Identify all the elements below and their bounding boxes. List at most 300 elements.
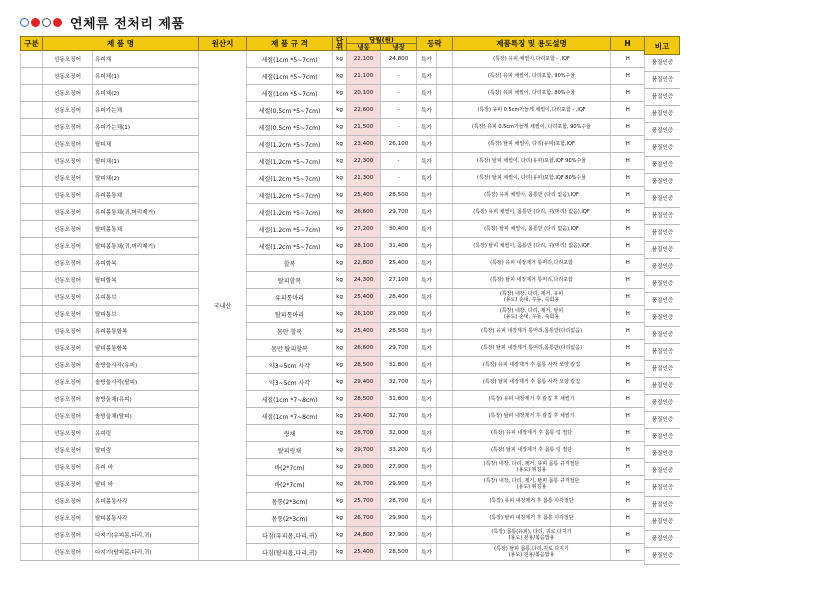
- cell-unit: kg: [333, 51, 347, 68]
- cell-unit: kg: [333, 221, 347, 238]
- cell-spec: 탈피통마리: [247, 306, 333, 323]
- cell-grade-extra: [437, 510, 453, 527]
- table-row: [21, 68, 645, 85]
- cell-category: 선동오징어: [43, 153, 93, 170]
- cell-category: 선동오징어: [43, 85, 93, 102]
- cell-description: (특장) 유피 0.5cm가늘게 채썰이, 다리포함, 90%수율: [453, 119, 611, 136]
- cell-grade: 특가: [417, 85, 437, 102]
- cell-grade-extra: [437, 119, 453, 136]
- cell-frozen-price: 28,500: [347, 357, 381, 374]
- table-row: [21, 102, 645, 119]
- cell-category: 선동오징어: [43, 272, 93, 289]
- cell-category: 선동오징어: [43, 255, 93, 272]
- header-price: 당월(원): [347, 37, 417, 44]
- cell-h: H: [611, 187, 645, 204]
- cell-frozen-price: 26,100: [347, 306, 381, 323]
- cell-product-name: 탈피 바: [93, 476, 199, 493]
- table-row: [21, 357, 645, 374]
- cell-spec: 몸만 탈피할복: [247, 340, 333, 357]
- cell-chilled-price: 29,700: [381, 204, 417, 221]
- cell-chilled-price: 28,500: [381, 323, 417, 340]
- cell-unit: kg: [333, 357, 347, 374]
- table-row: [21, 527, 645, 544]
- cell-h: H: [611, 323, 645, 340]
- cell-frozen-price: 25,400: [347, 544, 381, 561]
- cell-grade: 특가: [417, 340, 437, 357]
- table-row: [21, 442, 645, 459]
- cell-category: 선동오징어: [43, 374, 93, 391]
- cell-grade-extra: [437, 323, 453, 340]
- cell-note: 품질인증: [644, 276, 680, 293]
- cell-note: 품질인증: [644, 225, 680, 242]
- cell-chilled-price: 32,000: [381, 425, 417, 442]
- cell-spec: 세절(1cm *7~8cm): [247, 391, 333, 408]
- cell-product-name: 유피할복: [93, 255, 199, 272]
- cell-product-name: 탈피몸통할복: [93, 340, 199, 357]
- cell-description: (특장) 몸통(유피), 다리, 귀로 다지기 (용도) 전용/볶음밥용: [453, 527, 611, 544]
- cell-spec: 세절(1.2cm *5~7cm): [247, 153, 333, 170]
- cell-grade-extra: [437, 68, 453, 85]
- cell-grade-extra: [437, 527, 453, 544]
- table-row: [21, 221, 645, 238]
- cell-category: 선동오징어: [43, 289, 93, 306]
- cell-description: (특장) 유피 0.5cm가늘게 채썰이,다리포함 - ,IQF: [453, 102, 611, 119]
- cell-frozen-price: 23,400: [347, 136, 381, 153]
- cell-category: 선동오징어: [43, 391, 93, 408]
- cell-grade-extra: [437, 255, 453, 272]
- cell-unit: kg: [333, 408, 347, 425]
- cell-grade-extra: [437, 374, 453, 391]
- header-gubun: 구분: [21, 37, 43, 51]
- cell-frozen-price: 25,400: [347, 289, 381, 306]
- cell-chilled-price: 28,500: [381, 187, 417, 204]
- cell-product-name: 유피몸통사각: [93, 493, 199, 510]
- cell-frozen-price: 21,100: [347, 68, 381, 85]
- cell-note: 품질인증: [644, 191, 680, 208]
- cell-unit: kg: [333, 374, 347, 391]
- cell-unit: kg: [333, 340, 347, 357]
- cell-spec: 탈피할복: [247, 272, 333, 289]
- cell-description: (특장) 내장, 다리, 제거, 유피 (용도) 순대, 우동, 숙회용: [453, 289, 611, 306]
- cell-grade: 특가: [417, 544, 437, 561]
- cell-grade: 특가: [417, 510, 437, 527]
- cell-spec: 세절(1cm *7~8cm): [247, 408, 333, 425]
- table-body: [21, 51, 645, 561]
- cell-description: (특장) 유피 채썰이, 몸통만 (다리 없음),IQF: [453, 187, 611, 204]
- table-row: [21, 340, 645, 357]
- cell-spec: 할복: [247, 255, 333, 272]
- row-gubun-cell: [21, 510, 43, 527]
- cell-unit: kg: [333, 527, 347, 544]
- table-row: [21, 119, 645, 136]
- cell-grade: 특가: [417, 391, 437, 408]
- cell-product-name: 유피가는채: [93, 102, 199, 119]
- cell-spec: 세절(1.2cm *5~7cm): [247, 221, 333, 238]
- cell-grade-extra: [437, 51, 453, 68]
- cell-category: 선동오징어: [43, 544, 93, 561]
- cell-frozen-price: 29,000: [347, 459, 381, 476]
- cell-category: 선동오징어: [43, 459, 93, 476]
- cell-grade-extra: [437, 187, 453, 204]
- cell-chilled-price: 28,400: [381, 289, 417, 306]
- cell-note: 품질인증: [644, 378, 680, 395]
- cell-h: H: [611, 357, 645, 374]
- cell-note: 품질인증: [644, 514, 680, 531]
- header-spec: 제 품 규 격: [247, 37, 333, 51]
- cell-grade: 특가: [417, 459, 437, 476]
- cell-chilled-price: -: [381, 68, 417, 85]
- cell-grade: 특가: [417, 476, 437, 493]
- cell-description: (특장) 탈피 채썰이, 다리(유피)포함,IQF 80%수율: [453, 170, 611, 187]
- cell-spec: 약3~5cm 사각: [247, 374, 333, 391]
- row-gubun-cell: [21, 442, 43, 459]
- cell-frozen-price: 27,200: [347, 221, 381, 238]
- cell-description: (특장) 내장, 다리, 제거, 탈피 (용도) 순대, 우동, 숙회용: [453, 306, 611, 323]
- cell-h: H: [611, 476, 645, 493]
- cell-description: (특장) 내장, 다리, 제거, 유피 몸통 규격절단 (용도) 튀김용: [453, 459, 611, 476]
- cell-unit: kg: [333, 85, 347, 102]
- cell-chilled-price: 30,400: [381, 221, 417, 238]
- cell-note: 품질인증: [644, 242, 680, 259]
- cell-product-name: 유피가는채(1): [93, 119, 199, 136]
- circle-red-icon: [31, 18, 40, 27]
- circle-red-icon: [53, 18, 62, 27]
- cell-unit: kg: [333, 255, 347, 272]
- cell-product-name: 유피몸통채(귀,머리제거): [93, 204, 199, 221]
- cell-unit: kg: [333, 493, 347, 510]
- cell-spec: 세절(0.5cm *5~7cm): [247, 119, 333, 136]
- cell-grade: 특가: [417, 442, 437, 459]
- table-row: [21, 306, 645, 323]
- cell-h: H: [611, 238, 645, 255]
- cell-frozen-price: 22,800: [347, 255, 381, 272]
- cell-h: H: [611, 255, 645, 272]
- table-row: [21, 255, 645, 272]
- cell-spec: 몸통(2*3cm): [247, 493, 333, 510]
- cell-grade: 특가: [417, 306, 437, 323]
- cell-note: 품질인증: [644, 412, 680, 429]
- row-gubun-cell: [21, 323, 43, 340]
- cell-chilled-price: -: [381, 102, 417, 119]
- cell-description: (특장) 유피 내장제거 통머리,몸통만(다리없음): [453, 323, 611, 340]
- cell-category: 선동오징어: [43, 442, 93, 459]
- cell-unit: kg: [333, 272, 347, 289]
- row-gubun-cell: [21, 68, 43, 85]
- cell-chilled-price: 25,400: [381, 255, 417, 272]
- cell-product-name: 유피통브: [93, 289, 199, 306]
- cell-chilled-price: 31,800: [381, 391, 417, 408]
- cell-product-name: 탈피통브: [93, 306, 199, 323]
- table-row: [21, 187, 645, 204]
- cell-h: H: [611, 459, 645, 476]
- table-row: [21, 510, 645, 527]
- cell-grade: 특가: [417, 153, 437, 170]
- cell-h: H: [611, 136, 645, 153]
- cell-category: 선동오징어: [43, 68, 93, 85]
- cell-grade: 특가: [417, 493, 437, 510]
- cell-grade-extra: [437, 136, 453, 153]
- circle-outline-icon: [42, 18, 51, 27]
- cell-note: 품질인증: [644, 140, 680, 157]
- cell-product-name: 솔방울사각(탈피): [93, 374, 199, 391]
- cell-h: H: [611, 170, 645, 187]
- cell-grade: 특가: [417, 272, 437, 289]
- cell-product-name: 솔방울채(유피): [93, 391, 199, 408]
- cell-unit: kg: [333, 289, 347, 306]
- row-gubun-cell: [21, 170, 43, 187]
- cell-h: H: [611, 51, 645, 68]
- price-table: [20, 36, 645, 561]
- cell-frozen-price: 25,700: [347, 493, 381, 510]
- cell-chilled-price: 32,700: [381, 408, 417, 425]
- row-gubun-cell: [21, 187, 43, 204]
- cell-unit: kg: [333, 68, 347, 85]
- cell-frozen-price: 20,100: [347, 85, 381, 102]
- cell-category: 선동오징어: [43, 238, 93, 255]
- cell-chilled-price: 28,500: [381, 544, 417, 561]
- row-gubun-cell: [21, 85, 43, 102]
- cell-grade-extra: [437, 272, 453, 289]
- cell-note: 품질인증: [644, 157, 680, 174]
- cell-grade-extra: [437, 306, 453, 323]
- cell-note: 품질인증: [644, 259, 680, 276]
- cell-chilled-price: 33,200: [381, 442, 417, 459]
- table-row: [21, 51, 645, 68]
- row-gubun-cell: [21, 544, 43, 561]
- row-gubun-cell: [21, 425, 43, 442]
- table-row: [21, 289, 645, 306]
- title-bar: [20, 12, 185, 32]
- cell-h: H: [611, 527, 645, 544]
- cell-frozen-price: 28,100: [347, 238, 381, 255]
- cell-note: 품질인증: [644, 548, 680, 565]
- cell-note: 품질인증: [644, 446, 680, 463]
- cell-h: H: [611, 68, 645, 85]
- cell-category: 선동오징어: [43, 51, 93, 68]
- cell-category: 선동오징어: [43, 510, 93, 527]
- cell-unit: kg: [333, 238, 347, 255]
- cell-description: (특장) 내장, 다리, 제거, 탈피 몸통 규격절단 (용도) 튀김용: [453, 476, 611, 493]
- cell-product-name: 유피채(1): [93, 68, 199, 85]
- cell-description: (특장) 탈피 채썰이, 몸통만 (다리 없음),IQF: [453, 221, 611, 238]
- cell-grade: 특가: [417, 357, 437, 374]
- table-row: [21, 272, 645, 289]
- cell-description: (특장) 유피 채썰이,다리포함 - ,IQF: [453, 51, 611, 68]
- cell-product-name: 유피몸통채: [93, 187, 199, 204]
- cell-grade: 특가: [417, 119, 437, 136]
- cell-note: 품질인증: [644, 55, 680, 72]
- cell-spec: 세절(1cm *5~7cm): [247, 85, 333, 102]
- cell-chilled-price: -: [381, 85, 417, 102]
- cell-note: 품질인증: [644, 429, 680, 446]
- cell-spec: 바(2*7cm): [247, 476, 333, 493]
- cell-note: 품질인증: [644, 123, 680, 140]
- cell-h: H: [611, 153, 645, 170]
- table-row: [21, 136, 645, 153]
- cell-chilled-price: 29,900: [381, 476, 417, 493]
- cell-grade-extra: [437, 221, 453, 238]
- cell-chilled-price: 26,100: [381, 136, 417, 153]
- cell-grade-extra: [437, 153, 453, 170]
- cell-description: (특장) 탈피 채썰이, 다리(유피)포함,IQF 90%수율: [453, 153, 611, 170]
- cell-spec: 약3~5cm 사각: [247, 357, 333, 374]
- cell-chilled-price: 31,800: [381, 357, 417, 374]
- cell-spec: 몸만 할복: [247, 323, 333, 340]
- row-gubun-cell: [21, 255, 43, 272]
- cell-note: 품질인증: [644, 497, 680, 514]
- cell-frozen-price: 26,600: [347, 340, 381, 357]
- cell-grade: 특가: [417, 221, 437, 238]
- cell-category: 선동오징어: [43, 527, 93, 544]
- cell-spec: 세절(1cm *5~7cm): [247, 68, 333, 85]
- row-gubun-cell: [21, 374, 43, 391]
- cell-spec: 세절(1.2cm *5~7cm): [247, 170, 333, 187]
- cell-grade-extra: [437, 238, 453, 255]
- cell-chilled-price: 31,400: [381, 238, 417, 255]
- cell-category: 선동오징어: [43, 102, 93, 119]
- cell-note: 품질인증: [644, 106, 680, 123]
- cell-category: 선동오징어: [43, 170, 93, 187]
- cell-grade: 특가: [417, 374, 437, 391]
- cell-grade-extra: [437, 476, 453, 493]
- note-column: [644, 55, 680, 565]
- cell-product-name: 다지기(유피몸,다리,귀): [93, 527, 199, 544]
- cell-description: (특장) 탈피 내장제거 통머리,몸통만(다리없음): [453, 340, 611, 357]
- cell-category: 선동오징어: [43, 357, 93, 374]
- table-row: [21, 408, 645, 425]
- cell-note: 품질인증: [644, 480, 680, 497]
- cell-chilled-price: 24,800: [381, 51, 417, 68]
- cell-frozen-price: 26,700: [347, 510, 381, 527]
- cell-product-name: 솔방울사각(유피): [93, 357, 199, 374]
- cell-grade-extra: [437, 391, 453, 408]
- cell-frozen-price: 24,800: [347, 527, 381, 544]
- cell-product-name: 유피 바: [93, 459, 199, 476]
- cell-h: H: [611, 102, 645, 119]
- table-row: [21, 374, 645, 391]
- cell-spec: 탈피링채: [247, 442, 333, 459]
- cell-grade-extra: [437, 459, 453, 476]
- cell-frozen-price: 21,300: [347, 170, 381, 187]
- cell-grade-extra: [437, 493, 453, 510]
- circle-outline-blue-icon: [20, 18, 29, 27]
- table-row: [21, 85, 645, 102]
- cell-chilled-price: 28,700: [381, 493, 417, 510]
- cell-grade: 특가: [417, 425, 437, 442]
- cell-description: (특장) 탈피 내장제거 후 칼집 후 채썰기: [453, 408, 611, 425]
- cell-chilled-price: 27,100: [381, 272, 417, 289]
- cell-description: (특장) 유피 내장제거 후 몸통 링 절단: [453, 425, 611, 442]
- table-row: [21, 238, 645, 255]
- cell-chilled-price: -: [381, 170, 417, 187]
- cell-unit: kg: [333, 510, 347, 527]
- cell-description: (특장) 탈피 내장제거 후 몸통 사각절단: [453, 510, 611, 527]
- cell-note: 품질인증: [644, 293, 680, 310]
- cell-unit: kg: [333, 323, 347, 340]
- cell-unit: kg: [333, 544, 347, 561]
- cell-description: (특장) 탈피 채썰이, 다리(유피)포함,IQF: [453, 136, 611, 153]
- cell-h: H: [611, 340, 645, 357]
- cell-chilled-price: 29,900: [381, 510, 417, 527]
- table-row: [21, 544, 645, 561]
- cell-spec: 링채: [247, 425, 333, 442]
- row-gubun-cell: [21, 493, 43, 510]
- cell-spec: 세절(1.2cm *5~7cm): [247, 187, 333, 204]
- cell-category: 선동오징어: [43, 408, 93, 425]
- row-gubun-cell: [21, 357, 43, 374]
- cell-category: 선동오징어: [43, 204, 93, 221]
- cell-description: (특장) 유피 내장제거 통머리,다리포함: [453, 255, 611, 272]
- cell-product-name: 탈피링: [93, 442, 199, 459]
- cell-frozen-price: 24,300: [347, 272, 381, 289]
- cell-category: 선동오징어: [43, 119, 93, 136]
- cell-unit: kg: [333, 391, 347, 408]
- cell-h: H: [611, 221, 645, 238]
- page-title: 연체류 전처리 제품: [70, 16, 185, 32]
- cell-frozen-price: 21,500: [347, 119, 381, 136]
- cell-grade-extra: [437, 204, 453, 221]
- row-gubun-cell: [21, 119, 43, 136]
- cell-grade: 특가: [417, 204, 437, 221]
- cell-grade-extra: [437, 102, 453, 119]
- cell-description: (특장) 유피 내장제거 후 몸통 사각절단: [453, 493, 611, 510]
- cell-description: (특장) 탈피 채썰이, 몸통만 (다리, 귀(머리) 없음),IQF: [453, 238, 611, 255]
- cell-product-name: 탈피몸통채(귀,머리제거): [93, 238, 199, 255]
- cell-h: H: [611, 510, 645, 527]
- cell-category: 선동오징어: [43, 425, 93, 442]
- cell-description: (특장) 유피 채썰이, 다리포함, 80%수율: [453, 85, 611, 102]
- cell-description: (특장) 유피 내장제거 후 칼집 후 채썰기: [453, 391, 611, 408]
- cell-note: 품질인증: [644, 361, 680, 378]
- cell-note: 품질인증: [644, 327, 680, 344]
- cell-grade-extra: [437, 85, 453, 102]
- cell-h: H: [611, 391, 645, 408]
- cell-frozen-price: 25,400: [347, 187, 381, 204]
- header-note: 비고: [644, 36, 680, 55]
- cell-grade: 특가: [417, 289, 437, 306]
- cell-note: 품질인증: [644, 463, 680, 480]
- table-row: [21, 323, 645, 340]
- row-gubun-cell: [21, 306, 43, 323]
- cell-grade-extra: [437, 357, 453, 374]
- cell-product-name: 유피링: [93, 425, 199, 442]
- cell-h: H: [611, 272, 645, 289]
- cell-frozen-price: 22,100: [347, 51, 381, 68]
- header-unit: 단위: [333, 37, 347, 51]
- cell-grade: 특가: [417, 102, 437, 119]
- cell-product-name: 솔방울채(탈피): [93, 408, 199, 425]
- cell-h: H: [611, 204, 645, 221]
- row-gubun-cell: [21, 204, 43, 221]
- cell-frozen-price: 26,600: [347, 204, 381, 221]
- header-chilled: 냉장: [381, 44, 417, 51]
- header-h: H: [611, 37, 645, 51]
- cell-category: 선동오징어: [43, 187, 93, 204]
- row-gubun-cell: [21, 153, 43, 170]
- table-row: [21, 204, 645, 221]
- cell-description: (특장) 유피 채썰이, 몸통만 (다리, 귀(머리) 없음),IQF: [453, 204, 611, 221]
- cell-description: (특장) 탈피 내장제거 후 몸통 링 절단: [453, 442, 611, 459]
- cell-spec: 바(2*7cm): [247, 459, 333, 476]
- cell-h: H: [611, 85, 645, 102]
- cell-h: H: [611, 544, 645, 561]
- cell-grade: 특가: [417, 187, 437, 204]
- cell-grade: 특가: [417, 136, 437, 153]
- cell-unit: kg: [333, 476, 347, 493]
- cell-unit: kg: [333, 425, 347, 442]
- cell-frozen-price: 22,600: [347, 102, 381, 119]
- cell-origin: 국내산: [199, 51, 247, 561]
